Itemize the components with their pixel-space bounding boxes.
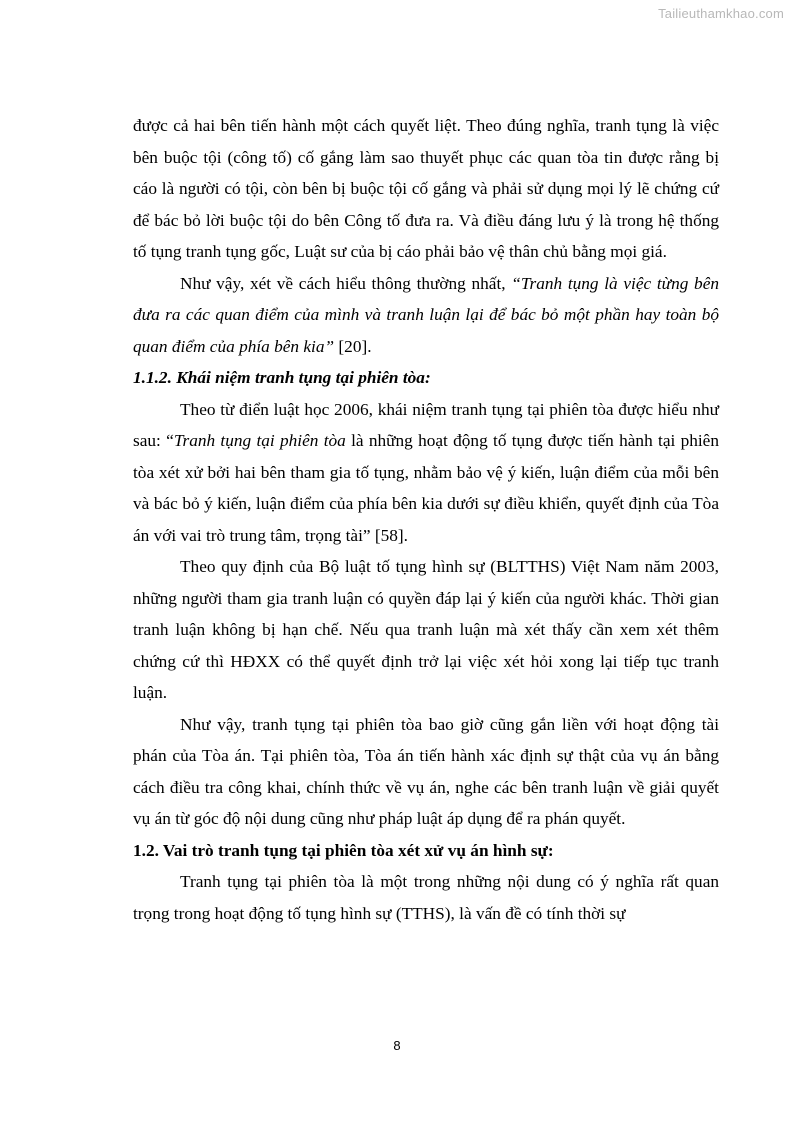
paragraph-6: Tranh tụng tại phiên tòa là một trong những nội dung có ý nghĩa rất quan trọng trong hoạt động tố tụng hình sự (TTHS), là vấn đề có tính thời sự [133,872,719,923]
paragraph-2-ref: [20]. [334,336,372,356]
paragraph-2-quote: “Tranh tụng là việc từng bên đưa ra các quan điểm của mình và tranh luận lại để bác bỏ một phần hay toàn bộ quan điểm của phía bên kia” [133,273,719,356]
paragraph-3 [133,394,719,552]
paragraph-3-rest: là những hoạt động tố tụng được tiến hành tại phiên tòa xét xử bởi hai bên tham gia tố tụng, nhằm bảo vệ ý kiến, luận điểm của mỗi bên và bác bỏ ý kiến, luận điểm của phía bên kia dưới sự điều khiển, quyết định của Tòa án với vai trò trung tâm, trọng tài” [58]. [133,431,719,545]
paragraph-3-lead: Theo từ điển luật học 2006, khái niệm tranh tụng tại phiên tòa được hiểu như sau: “ [133,399,719,450]
paragraph-2 [133,268,719,363]
paragraph-4: Theo quy định của Bộ luật tố tụng hình sự (BLTTHS) Việt Nam năm 2003, những người tham gia tranh luận có quyền đáp lại ý kiến của người khác. Thời gian tranh luận không bị hạn chế. Nếu qua tranh luận mà xét thấy cần xem xét thêm chứng cứ thì HĐXX có thể quyết định trở lại việc xét hỏi xong lại tiếp tục tranh luận. [133,557,719,702]
section-heading-1-2: 1.2. Vai trò tranh tụng tại phiên tòa xét xử vụ án hình sự: [133,840,554,860]
watermark: Tailieuthamkhao.com [658,6,784,21]
paragraph-1: được cả hai bên tiến hành một cách quyết liệt. Theo đúng nghĩa, tranh tụng là việc bên buộc tội (công tố) cố gắng làm sao thuyết phục các quan tòa tin được rằng bị cáo là người có tội, còn bên bị buộc tội cố gắng và phải sử dụng mọi lý lẽ chứng cứ để bác bỏ lời buộc tội do bên Công tố đưa ra. Và điều đáng lưu ý là trong hệ thống tố tụng tranh tụng gốc, Luật sư của bị cáo phải bảo vệ thân chủ bằng mọi giá. [133,116,719,261]
paragraph-5: Như vậy, tranh tụng tại phiên tòa bao giờ cũng gắn liền với hoạt động tài phán của Tòa án. Tại phiên tòa, Tòa án tiến hành xác định sự thật của vụ án bằng cách điều tra công khai, chính thức về vụ án, nghe các bên tranh luận về giải quyết vụ án từ góc độ nội dung cũng như pháp luật áp dụng để ra phán quyết. [133,714,719,828]
page-number: 8 [393,1038,401,1053]
page-body [133,110,719,929]
paragraph-3-term: Tranh tụng tại phiên tòa [173,431,346,450]
section-heading-1-1-2: 1.1.2. Khái niệm tranh tụng tại phiên tòa: [133,368,431,387]
paragraph-2-lead: Như vậy, xét về cách hiểu thông thường nhất, [180,273,512,293]
